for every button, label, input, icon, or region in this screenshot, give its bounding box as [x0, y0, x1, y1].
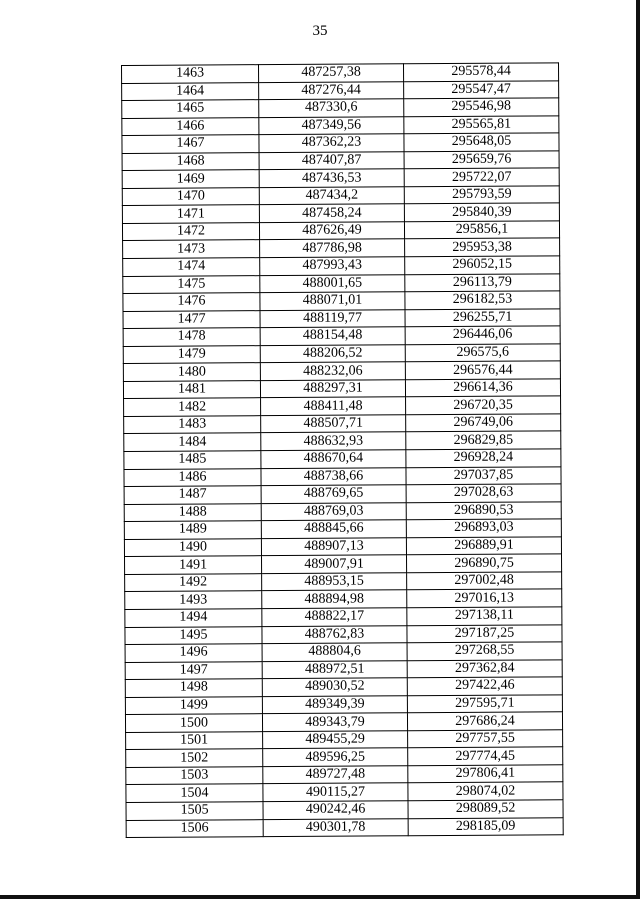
point-number-cell: 1484: [124, 433, 261, 451]
x-coordinate-cell: 489596,25: [263, 748, 408, 766]
x-coordinate-cell: 487626,49: [259, 222, 404, 240]
x-coordinate-cell: 487993,43: [260, 257, 405, 275]
point-number-cell: 1475: [123, 275, 260, 293]
x-coordinate-cell: 488632,93: [261, 432, 406, 450]
point-number-cell: 1470: [122, 187, 259, 205]
point-number-cell: 1465: [122, 100, 259, 118]
y-coordinate-cell: 295547,47: [404, 80, 559, 98]
y-coordinate-cell: 296890,53: [406, 501, 561, 519]
x-coordinate-cell: 488907,13: [261, 538, 406, 556]
x-coordinate-cell: 487276,44: [259, 81, 404, 99]
y-coordinate-cell: 295565,81: [404, 115, 559, 133]
point-number-cell: 1463: [122, 65, 259, 83]
point-number-cell: 1485: [124, 451, 261, 469]
point-number-cell: 1482: [124, 398, 261, 416]
point-number-cell: 1495: [125, 626, 262, 644]
y-coordinate-cell: 296446,06: [405, 326, 560, 344]
y-coordinate-cell: 297187,25: [407, 624, 562, 642]
y-coordinate-cell: 295648,05: [404, 133, 559, 151]
point-number-cell: 1488: [124, 503, 261, 521]
x-coordinate-cell: 488738,66: [261, 467, 406, 485]
x-coordinate-cell: 490115,27: [263, 783, 408, 801]
point-number-cell: 1474: [123, 258, 260, 276]
y-coordinate-cell: 296182,53: [405, 291, 560, 309]
y-coordinate-cell: 296614,36: [405, 379, 560, 397]
x-coordinate-cell: 487330,6: [259, 99, 404, 117]
x-coordinate-cell: 490301,78: [263, 818, 408, 836]
point-number-cell: 1481: [123, 380, 260, 398]
point-number-cell: 1492: [125, 574, 262, 592]
point-number-cell: 1493: [125, 591, 262, 609]
x-coordinate-cell: 488762,83: [262, 625, 407, 643]
point-number-cell: 1468: [122, 152, 259, 170]
point-number-cell: 1506: [126, 819, 263, 837]
point-number-cell: 1491: [125, 556, 262, 574]
y-coordinate-cell: 296893,03: [406, 519, 561, 537]
point-number-cell: 1471: [122, 205, 259, 223]
x-coordinate-cell: 488206,52: [260, 345, 405, 363]
y-coordinate-cell: 295722,07: [404, 168, 559, 186]
point-number-cell: 1496: [125, 644, 262, 662]
y-coordinate-cell: 297028,63: [406, 484, 561, 502]
y-coordinate-cell: 296255,71: [405, 308, 560, 326]
x-coordinate-cell: 489349,39: [262, 695, 407, 713]
y-coordinate-cell: 298074,02: [408, 782, 563, 800]
x-coordinate-cell: 488411,48: [261, 397, 406, 415]
point-number-cell: 1486: [124, 468, 261, 486]
point-number-cell: 1466: [122, 117, 259, 135]
point-number-cell: 1504: [126, 784, 263, 802]
y-coordinate-cell: 295953,38: [405, 238, 560, 256]
x-coordinate-cell: 487349,56: [259, 116, 404, 134]
y-coordinate-cell: 295578,44: [403, 63, 558, 81]
y-coordinate-cell: 296829,85: [406, 431, 561, 449]
x-coordinate-cell: 488972,51: [262, 660, 407, 678]
point-number-cell: 1469: [122, 170, 259, 188]
page-number: 35: [312, 23, 328, 39]
coordinates-table: [121, 62, 564, 838]
x-coordinate-cell: 487786,98: [260, 239, 405, 257]
point-number-cell: 1483: [124, 416, 261, 434]
point-number-cell: 1479: [123, 345, 260, 363]
y-coordinate-cell: 297422,46: [407, 677, 562, 695]
x-coordinate-cell: 488507,71: [261, 415, 406, 433]
y-coordinate-cell: 296720,35: [406, 396, 561, 414]
x-coordinate-cell: 487434,2: [259, 187, 404, 205]
point-number-cell: 1478: [123, 328, 260, 346]
x-coordinate-cell: 488822,17: [262, 608, 407, 626]
coordinates-table-body: [122, 63, 564, 838]
y-coordinate-cell: 296575,6: [405, 344, 560, 362]
x-coordinate-cell: 488845,66: [261, 520, 406, 538]
y-coordinate-cell: 295659,76: [404, 151, 559, 169]
point-number-cell: 1489: [124, 521, 261, 539]
y-coordinate-cell: 296749,06: [406, 414, 561, 432]
x-coordinate-cell: 490242,46: [263, 801, 408, 819]
y-coordinate-cell: 297362,84: [407, 659, 562, 677]
x-coordinate-cell: 487362,23: [259, 134, 404, 152]
x-coordinate-cell: 487257,38: [259, 64, 404, 82]
point-number-cell: 1473: [123, 240, 260, 258]
y-coordinate-cell: 297774,45: [408, 747, 563, 765]
point-number-cell: 1500: [125, 714, 262, 732]
point-number-cell: 1498: [125, 679, 262, 697]
y-coordinate-cell: 296928,24: [406, 449, 561, 467]
y-coordinate-cell: 297138,11: [407, 607, 562, 625]
y-coordinate-cell: 297806,41: [408, 765, 563, 783]
x-coordinate-cell: 489007,91: [262, 555, 407, 573]
x-coordinate-cell: 488001,65: [260, 274, 405, 292]
point-number-cell: 1464: [122, 82, 259, 100]
y-coordinate-cell: 297595,71: [407, 695, 562, 713]
point-number-cell: 1501: [126, 731, 263, 749]
point-number-cell: 1467: [122, 135, 259, 153]
y-coordinate-cell: 296113,79: [405, 273, 560, 291]
y-coordinate-cell: 297686,24: [407, 712, 562, 730]
scan-border-bottom: [0, 895, 640, 899]
point-number-cell: 1472: [122, 223, 259, 241]
point-number-cell: 1499: [125, 696, 262, 714]
x-coordinate-cell: 488953,15: [262, 573, 407, 591]
y-coordinate-cell: 297037,85: [406, 466, 561, 484]
point-number-cell: 1503: [126, 767, 263, 785]
x-coordinate-cell: 488769,03: [261, 502, 406, 520]
x-coordinate-cell: 487458,24: [259, 204, 404, 222]
x-coordinate-cell: 488894,98: [262, 590, 407, 608]
y-coordinate-cell: 296889,91: [406, 537, 561, 555]
y-coordinate-cell: 296576,44: [405, 361, 560, 379]
point-number-cell: 1476: [123, 293, 260, 311]
x-coordinate-cell: 489727,48: [263, 766, 408, 784]
x-coordinate-cell: 488804,6: [262, 643, 407, 661]
x-coordinate-cell: 489030,52: [262, 678, 407, 696]
y-coordinate-cell: 295840,39: [404, 203, 559, 221]
y-coordinate-cell: 295793,59: [404, 186, 559, 204]
point-number-cell: 1477: [123, 310, 260, 328]
table-row: [126, 817, 563, 837]
x-coordinate-cell: 488154,48: [260, 327, 405, 345]
x-coordinate-cell: 488232,06: [260, 362, 405, 380]
x-coordinate-cell: 487436,53: [259, 169, 404, 187]
y-coordinate-cell: 297002,48: [407, 572, 562, 590]
x-coordinate-cell: 489343,79: [262, 713, 407, 731]
x-coordinate-cell: 488297,31: [260, 380, 405, 398]
x-coordinate-cell: 488769,65: [261, 485, 406, 503]
x-coordinate-cell: 488670,64: [261, 450, 406, 468]
y-coordinate-cell: 297016,13: [407, 589, 562, 607]
y-coordinate-cell: 295546,98: [404, 98, 559, 116]
point-number-cell: 1494: [125, 609, 262, 627]
x-coordinate-cell: 488119,77: [260, 309, 405, 327]
x-coordinate-cell: 487407,87: [259, 152, 404, 170]
y-coordinate-cell: 297268,55: [407, 642, 562, 660]
point-number-cell: 1502: [126, 749, 263, 767]
point-number-cell: 1490: [124, 538, 261, 556]
y-coordinate-cell: 296052,15: [405, 256, 560, 274]
x-coordinate-cell: 488071,01: [260, 292, 405, 310]
x-coordinate-cell: 489455,29: [263, 731, 408, 749]
y-coordinate-cell: 298089,52: [408, 800, 563, 818]
point-number-cell: 1497: [125, 661, 262, 679]
y-coordinate-cell: 298185,09: [408, 817, 563, 835]
point-number-cell: 1505: [126, 802, 263, 820]
y-coordinate-cell: 295856,1: [404, 221, 559, 239]
scan-border-right: [636, 0, 640, 899]
y-coordinate-cell: 297757,55: [408, 730, 563, 748]
y-coordinate-cell: 296890,75: [406, 554, 561, 572]
point-number-cell: 1487: [124, 486, 261, 504]
point-number-cell: 1480: [123, 363, 260, 381]
